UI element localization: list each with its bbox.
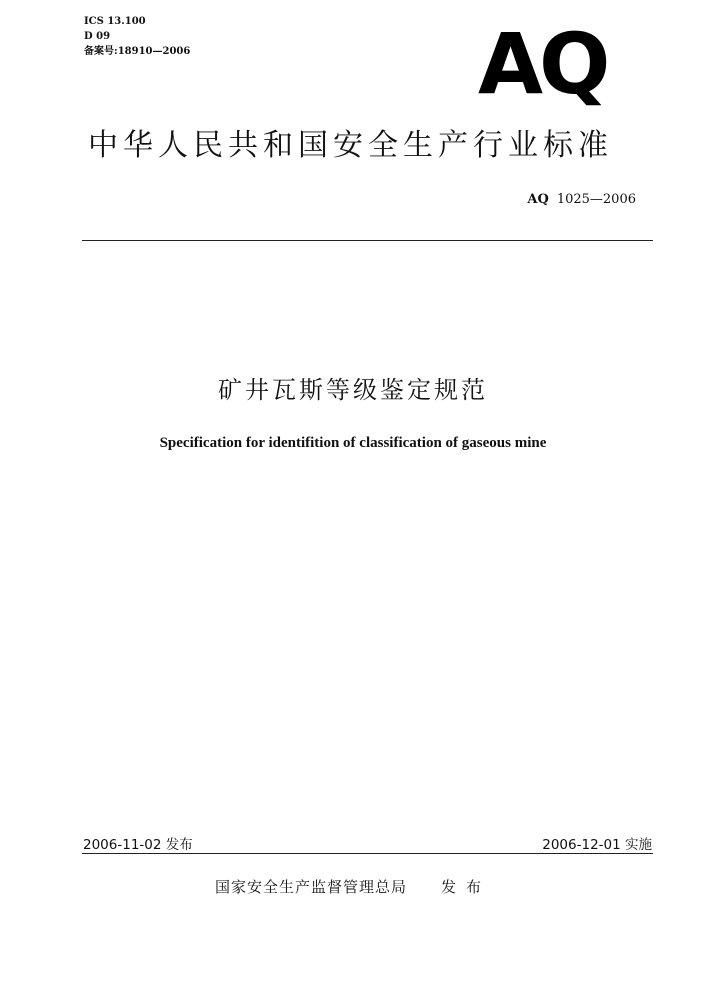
classification-block <box>84 14 190 59</box>
effective-date: 2006-12-01 实施 <box>542 837 652 853</box>
ics-code: ICS 13.100 <box>84 16 146 27</box>
standard-number <box>527 192 636 207</box>
bottom-divider <box>82 853 653 854</box>
issue-action: 发布 <box>441 878 492 896</box>
filing-number: 备案号:18910—2006 <box>84 46 191 57</box>
document-title: 矿井瓦斯等级鉴定规范 <box>218 376 488 404</box>
standard-prefix: AQ <box>527 192 549 207</box>
aq-logo: AQ <box>478 15 607 113</box>
standard-code: 1025—2006 <box>556 192 636 207</box>
top-divider <box>82 240 653 241</box>
issuer-line <box>0 876 706 897</box>
industry-standard-title: 中华人民共和国安全生产行业标准 <box>88 128 613 163</box>
ccs-code: D 09 <box>84 31 111 42</box>
issuing-authority: 国家安全生产监督管理总局 <box>214 878 407 896</box>
document-subtitle-english: Specification for identifition of classification of gaseous mine <box>159 435 547 451</box>
issue-date: 2006-11-02 发布 <box>83 837 193 853</box>
